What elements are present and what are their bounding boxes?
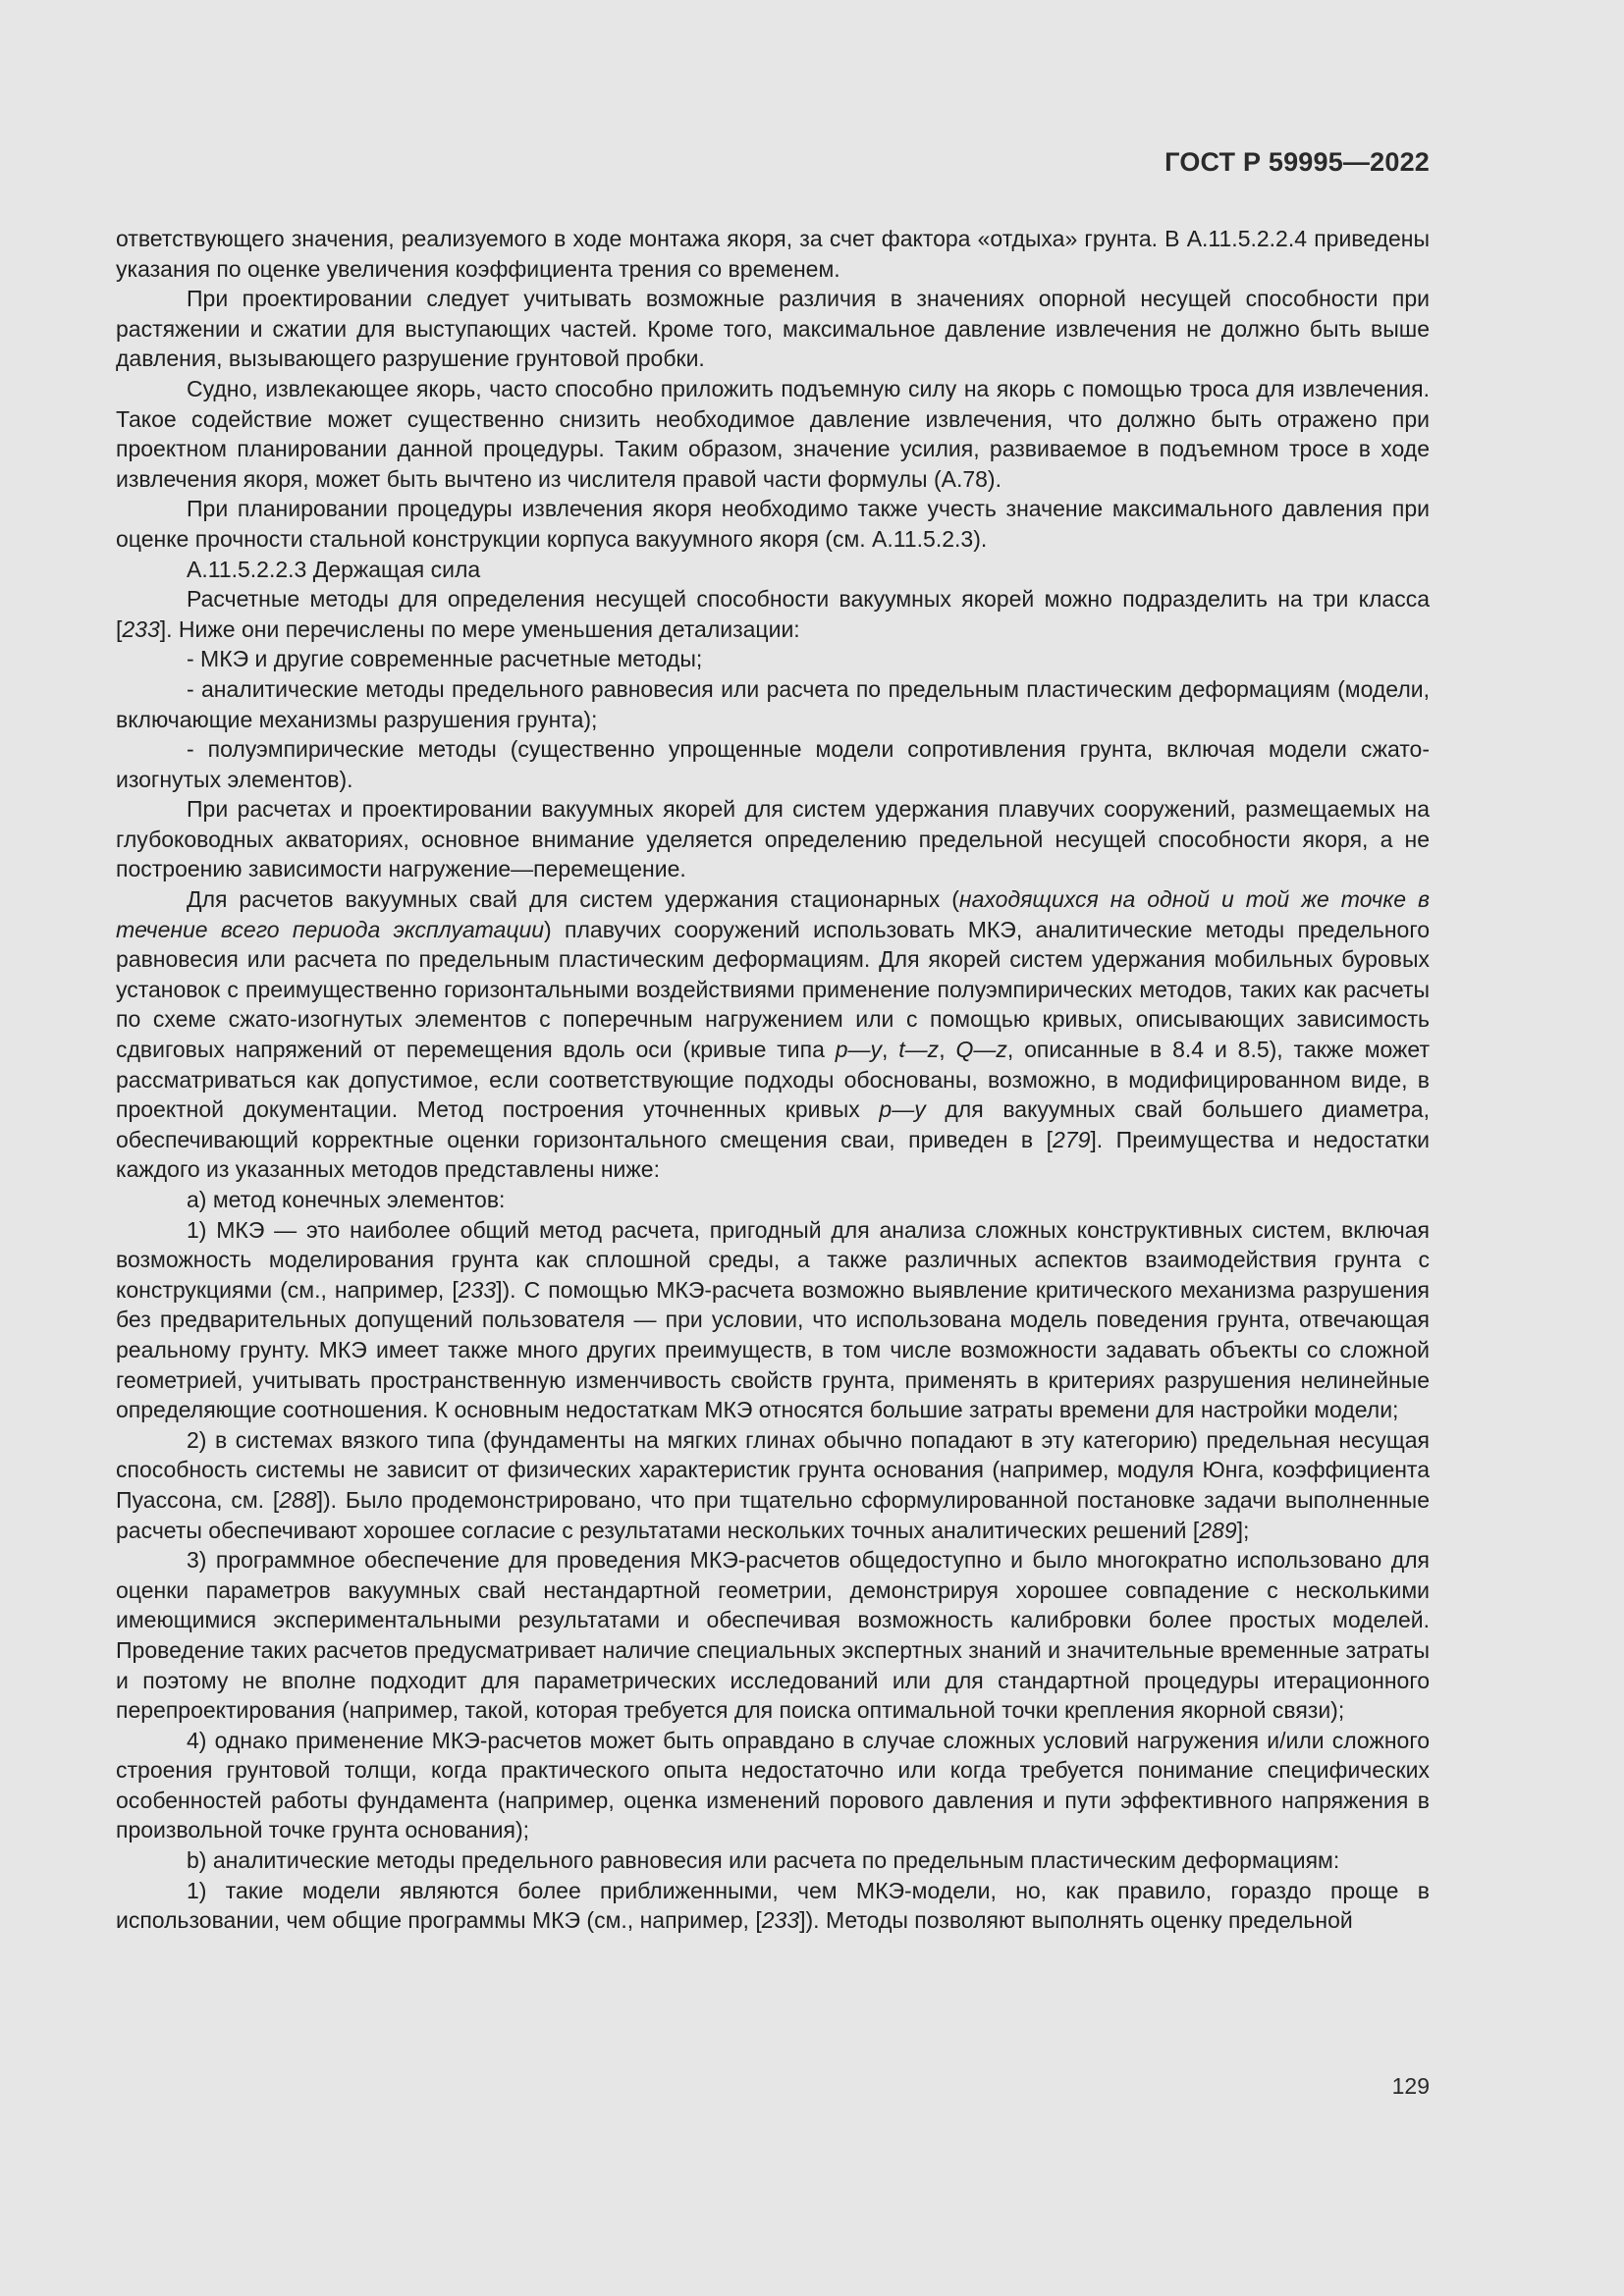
list-item: 4) однако применение МКЭ-расчетов может быть оправдано в случае сложных условий нагружения и/или сложного строения грунтовой толщи, когда практического опыта недостаточно или когда требуется понимание специфических особенностей работы фундамента (например, оценка изменений порового давления и пути эффективного напряжения в произвольной точке грунта основания);	[116, 1727, 1430, 1843]
text-run: Расчетные методы для определения несущей способности вакуумных якорей можно подразделить на три класса [	[116, 586, 1430, 642]
list-item	[116, 1215, 1430, 1425]
reference: 289	[1199, 1517, 1237, 1543]
page-number: 129	[1391, 2073, 1430, 2099]
paragraph: При расчетах и проектировании вакуумных якорей для систем удержания плавучих сооружений, размещаемых на глубоководных акваториях, основное внимание уделяется определению предельной несущей способности якоря, а не построению зависимости нагружение—перемещение.	[116, 796, 1430, 882]
text-run: ) плавучих сооружений использовать МКЭ, аналитические методы предельного равновесия или расчета по предельным пластическим деформациям. Для якорей систем удержания мобильных буровых установок с преимущественно горизонтальными воздействиями применение полуэмпирических методов, таких как расчеты по схеме сжато-изогнутых элементов с поперечным нагружением или с помощью кривых, описывающих зависимость сдвиговых напряжений от перемещения вдоль оси (кривые типа	[116, 916, 1430, 1063]
paragraph: ответствующего значения, реализуемого в ходе монтажа якоря, за счет фактора «отдыха» грунта. В А.11.5.2.2.4 приведены указания по оценке увеличения коэффициента трения со временем.	[116, 226, 1430, 282]
text-run: для вакуумных свай большего диаметра, обеспечивающий корректные оценки горизонтального смещения сваи, приведен в [	[116, 1096, 1430, 1152]
formula-symbol: p—y	[835, 1037, 883, 1063]
list-item	[116, 1425, 1430, 1545]
formula-symbol: Q—z	[955, 1037, 1007, 1063]
paragraph: При проектировании следует учитывать возможные различия в значениях опорной несущей способности при растяжении и сжатии для выступающих частей. Кроме того, максимальное давление извлечения не должно быть выше давления, вызывающего разрушение грунтовой пробки.	[116, 286, 1430, 372]
reference: 288	[279, 1486, 317, 1513]
text-run: ];	[1236, 1517, 1250, 1543]
reference: 279	[1053, 1126, 1091, 1152]
list-item: - полуэмпирические методы (существенно упрощенные модели сопротивления грунта, включая модели сжато-изогнутых элементов).	[116, 736, 1430, 792]
list-item: - МКЭ и другие современные расчетные методы;	[187, 646, 703, 672]
body-text	[116, 224, 1430, 1936]
list-item: 3) программное обеспечение для проведения МКЭ-расчетов общедоступно и было многократно использовано для оценки параметров вакуумных свай нестандартной геометрии, демонстрируя хорошее совпадение с несколькими имеющимися экспериментальными результатами и обеспечивая возможность калибровки более простых моделей. Проведение таких расчетов предусматривает наличие специальных экспертных знаний и значительные временные затраты и поэтому не вполне подходит для параметрических исследований или для стандартной процедуры итерационного перепроектирования (например, такой, которая требуется для поиска оптимальной точки крепления якорной связи);	[116, 1547, 1430, 1724]
list-item: a) метод конечных элементов:	[187, 1187, 506, 1212]
text-run: 2) в системах вязкого типа (фундаменты на мягких глинах обычно попадают в эту категорию) предельная несущая способность системы не зависит от физических характеристик грунта основания (например, модуля Юнга, коэффициента Пуассона, см. [	[116, 1426, 1430, 1513]
section-heading: А.11.5.2.2.3 Держащая сила	[187, 556, 481, 582]
text-run: ]. Ниже они перечислены по мере уменьшения детализации:	[159, 615, 800, 642]
text-run: ]). Было продемонстрировано, что при тщательно сформулированной постановке задачи выполненные расчеты обеспечивают хорошее согласие с результатами нескольких точных аналитических решений [	[116, 1486, 1430, 1543]
reference: 233	[458, 1276, 497, 1303]
text-run: 1) МКЭ — это наиболее общий метод расчета, пригодный для анализа сложных конструктивных систем, включая возможность моделирования грунта как сплошной среды, а также различных аспектов взаимодействия грунта с конструкциями (см., например, [	[116, 1216, 1430, 1303]
paragraph: Судно, извлекающее якорь, часто способно приложить подъемную силу на якорь с помощью троса для извлечения. Такое содействие может существенно снизить необходимое давление извлечения, что должно быть отражено при проектном планировании данной процедуры. Таким образом, значение усилия, развиваемое в подъемном тросе в ходе извлечения якоря, может быть вычтено из числителя правой части формулы (А.78).	[116, 375, 1430, 492]
paragraph: При планировании процедуры извлечения якоря необходимо также учесть значение максимального давления при оценке прочности стальной конструкции корпуса вакуумного якоря (см. А.11.5.2.3).	[116, 496, 1430, 552]
text-run: , описанные в 8.4 и 8.5), также может рассматриваться как допустимое, если соответствующие подходы обоснованы, возможно, в модифицированном виде, в проектной документации. Метод построения уточненных кривых	[116, 1037, 1430, 1123]
standard-header: ГОСТ Р 59995—2022	[1164, 147, 1430, 177]
text-run: ,	[939, 1037, 956, 1063]
text-run: ]). Методы позволяют выполнять оценку предельной	[799, 1907, 1353, 1934]
text-run: Для расчетов вакуумных свай для систем удержания стационарных (	[187, 886, 959, 913]
list-item	[116, 1876, 1430, 1936]
reference: 233	[761, 1907, 800, 1934]
paragraph	[116, 584, 1430, 644]
text-run: ,	[882, 1037, 899, 1063]
paragraph	[116, 884, 1430, 1185]
italic-text: находящихся на одной и той же точке в течение всего периода эксплуатации	[116, 886, 1430, 942]
formula-symbol: p—y	[879, 1096, 926, 1123]
text-run: ]. Преимущества и недостатки каждого из указанных методов представлены ниже:	[116, 1126, 1431, 1183]
reference: 233	[122, 615, 160, 642]
list-item: b) аналитические методы предельного равновесия или расчета по предельным пластическим деформациям:	[187, 1847, 1340, 1874]
formula-symbol: t—z	[898, 1037, 940, 1063]
text-run: ]). С помощью МКЭ-расчета возможно выявление критического механизма разрушения без предварительных допущений пользователя — при условии, что использована модель поведения грунта, отвечающая реальному грунту. МКЭ имеет также много других преимуществ, в том числе возможности задавать объекты со сложной геометрией, учитывать пространственную изменчивость свойств грунта, применять в критериях разрушения нелинейные определяющие соотношения. К основным недостаткам МКЭ относятся большие затраты времени для настройки модели;	[116, 1276, 1431, 1423]
list-item: - аналитические методы предельного равновесия или расчета по предельным пластическим деформациям (модели, включающие механизмы разрушения грунта);	[116, 675, 1430, 732]
text-run: 1) такие модели являются более приближенными, чем МКЭ-модели, но, как правило, гораздо проще в использовании, чем общие программы МКЭ (см., например, [	[116, 1877, 1430, 1934]
